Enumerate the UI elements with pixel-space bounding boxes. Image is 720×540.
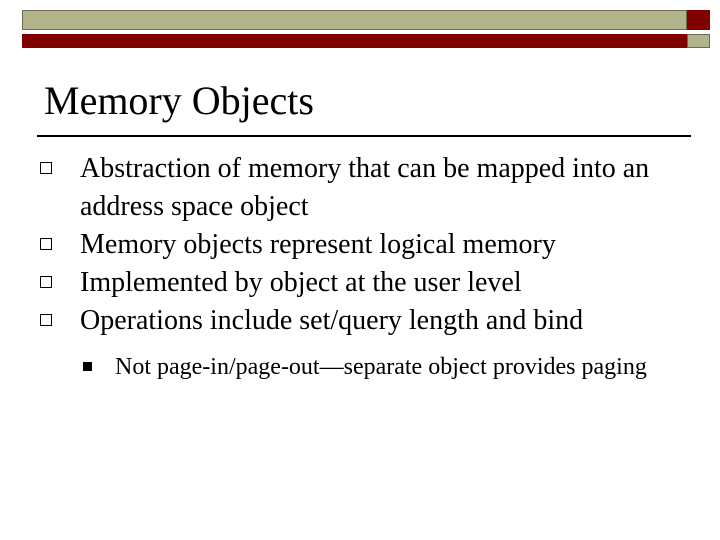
hollow-square-bullet-icon xyxy=(40,162,52,174)
sub-bullet-item xyxy=(0,350,675,384)
banner-maroon-square xyxy=(687,10,710,30)
slide-title: Memory Objects xyxy=(44,78,314,123)
bullet-item xyxy=(0,302,680,340)
filled-square-bullet-icon xyxy=(83,362,92,371)
hollow-square-bullet-icon xyxy=(40,238,52,250)
banner-maroon-bar xyxy=(22,34,687,48)
title-underline xyxy=(37,135,691,137)
bullet-text: Implemented by object at the user level xyxy=(80,267,522,298)
bullet-text: Abstraction of memory that can be mapped into an address space object xyxy=(80,153,650,222)
banner-olive-square xyxy=(687,34,710,48)
bullet-list xyxy=(0,150,720,384)
sub-bullet-text: Not page-in/page-out—separate object provides paging xyxy=(115,354,647,380)
hollow-square-bullet-icon xyxy=(40,276,52,288)
top-banner xyxy=(22,10,710,40)
bullet-text: Operations include set/query length and bind xyxy=(80,305,584,336)
banner-olive-bar xyxy=(22,10,687,30)
bullet-item xyxy=(0,264,680,302)
hollow-square-bullet-icon xyxy=(40,314,52,326)
bullet-item xyxy=(0,226,680,264)
bullet-text: Memory objects represent logical memory xyxy=(80,229,556,260)
bullet-item xyxy=(0,150,680,226)
